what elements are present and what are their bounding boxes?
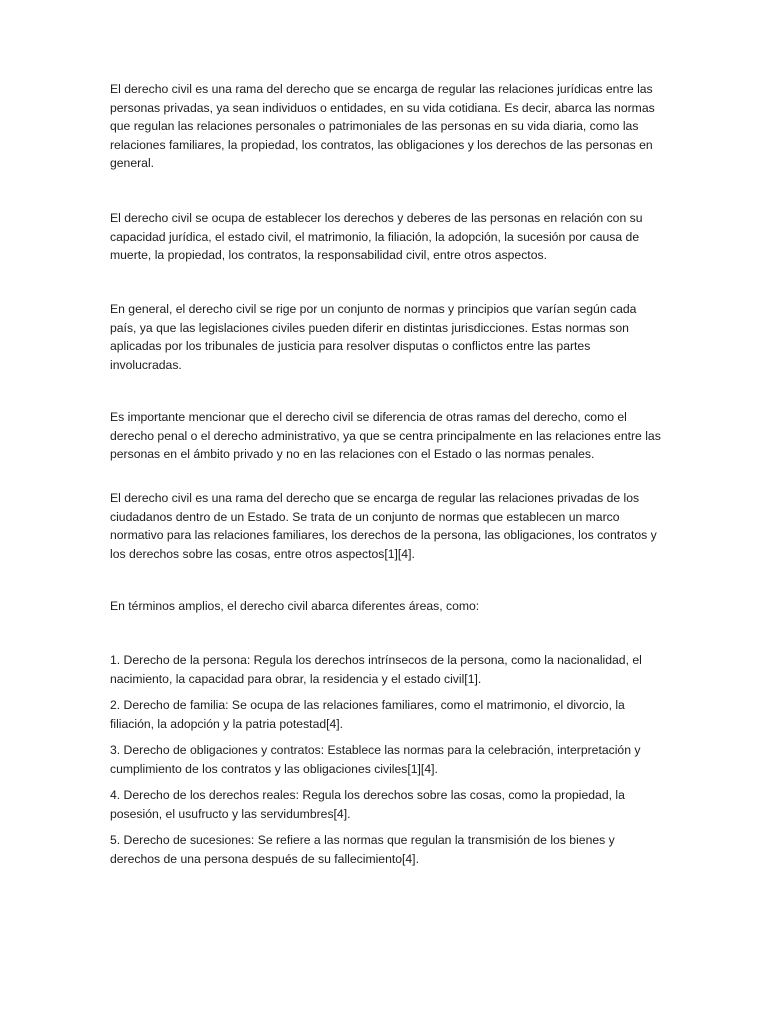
paragraph-difference: Es importante mencionar que el derecho civil se diferencia de otras ramas del derecho, como el derecho penal o el derecho administrativo, ya que se centra principalmente en las relaciones entre las personas en el ámbito privado y no en las relaciones con el Estado o las normas penales. [110,410,661,462]
paragraph-definition: El derecho civil es una rama del derecho que se encarga de regular las relaciones jurídicas entre las personas privadas, ya sean individuos o entidades, en su vida cotidiana. Es decir, abarca las normas que regulan las relaciones personales o patrimoniales de las personas en su vida diaria, como las relaciones familiares, la propiedad, los contratos, las obligaciones y los derechos de las personas en general. [110,82,655,171]
list-item: 3. Derecho de obligaciones y contratos: Establece las normas para la celebración, interpretación y cumplimiento de los contratos y las obligaciones civiles[1][4]. [110,743,641,776]
paragraph-scope: El derecho civil se ocupa de establecer los derechos y deberes de las personas en relación con su capacidad jurídica, el estado civil, el matrimonio, la filiación, la adopción, la sucesión por causa de muerte, la propiedad, los contratos, la responsabilidad civil, entre otros aspectos. [110,211,643,263]
paragraph-areas-intro: En términos amplios, el derecho civil abarca diferentes áreas, como: [110,599,480,613]
paragraph-private-relations: El derecho civil es una rama del derecho que se encarga de regular las relaciones privadas de los ciudadanos dentro de un Estado. Se trata de un conjunto de normas que establecen un marco normativo para las relaciones familiares, los derechos de la persona, las obligaciones, los contratos y los derechos sobre las cosas, entre otros aspectos[1][4]. [110,491,657,561]
list-item: 4. Derecho de los derechos reales: Regula los derechos sobre las cosas, como la propiedad, la posesión, el usufructo y las servidumbres[4]. [110,788,625,821]
list-item: 1. Derecho de la persona: Regula los derechos intrínsecos de la persona, como la nacionalidad, el nacimiento, la capacidad para obrar, la residencia y el estado civil[1]. [110,653,642,686]
list-item: 2. Derecho de familia: Se ocupa de las relaciones familiares, como el matrimonio, el divorcio, la filiación, la adopción y la patria potestad[4]. [110,698,625,731]
paragraph-general: En general, el derecho civil se rige por un conjunto de normas y principios que varían según cada país, ya que las legislaciones civiles pueden diferir en distintas jurisdicciones. Estas normas son aplicadas por los tribunales de justicia para resolver disputas o conflictos entre las partes involucradas. [110,302,637,372]
list-item: 5. Derecho de sucesiones: Se refiere a las normas que regulan la transmisión de los bienes y derechos de una persona después de su fallecimiento[4]. [110,833,615,866]
